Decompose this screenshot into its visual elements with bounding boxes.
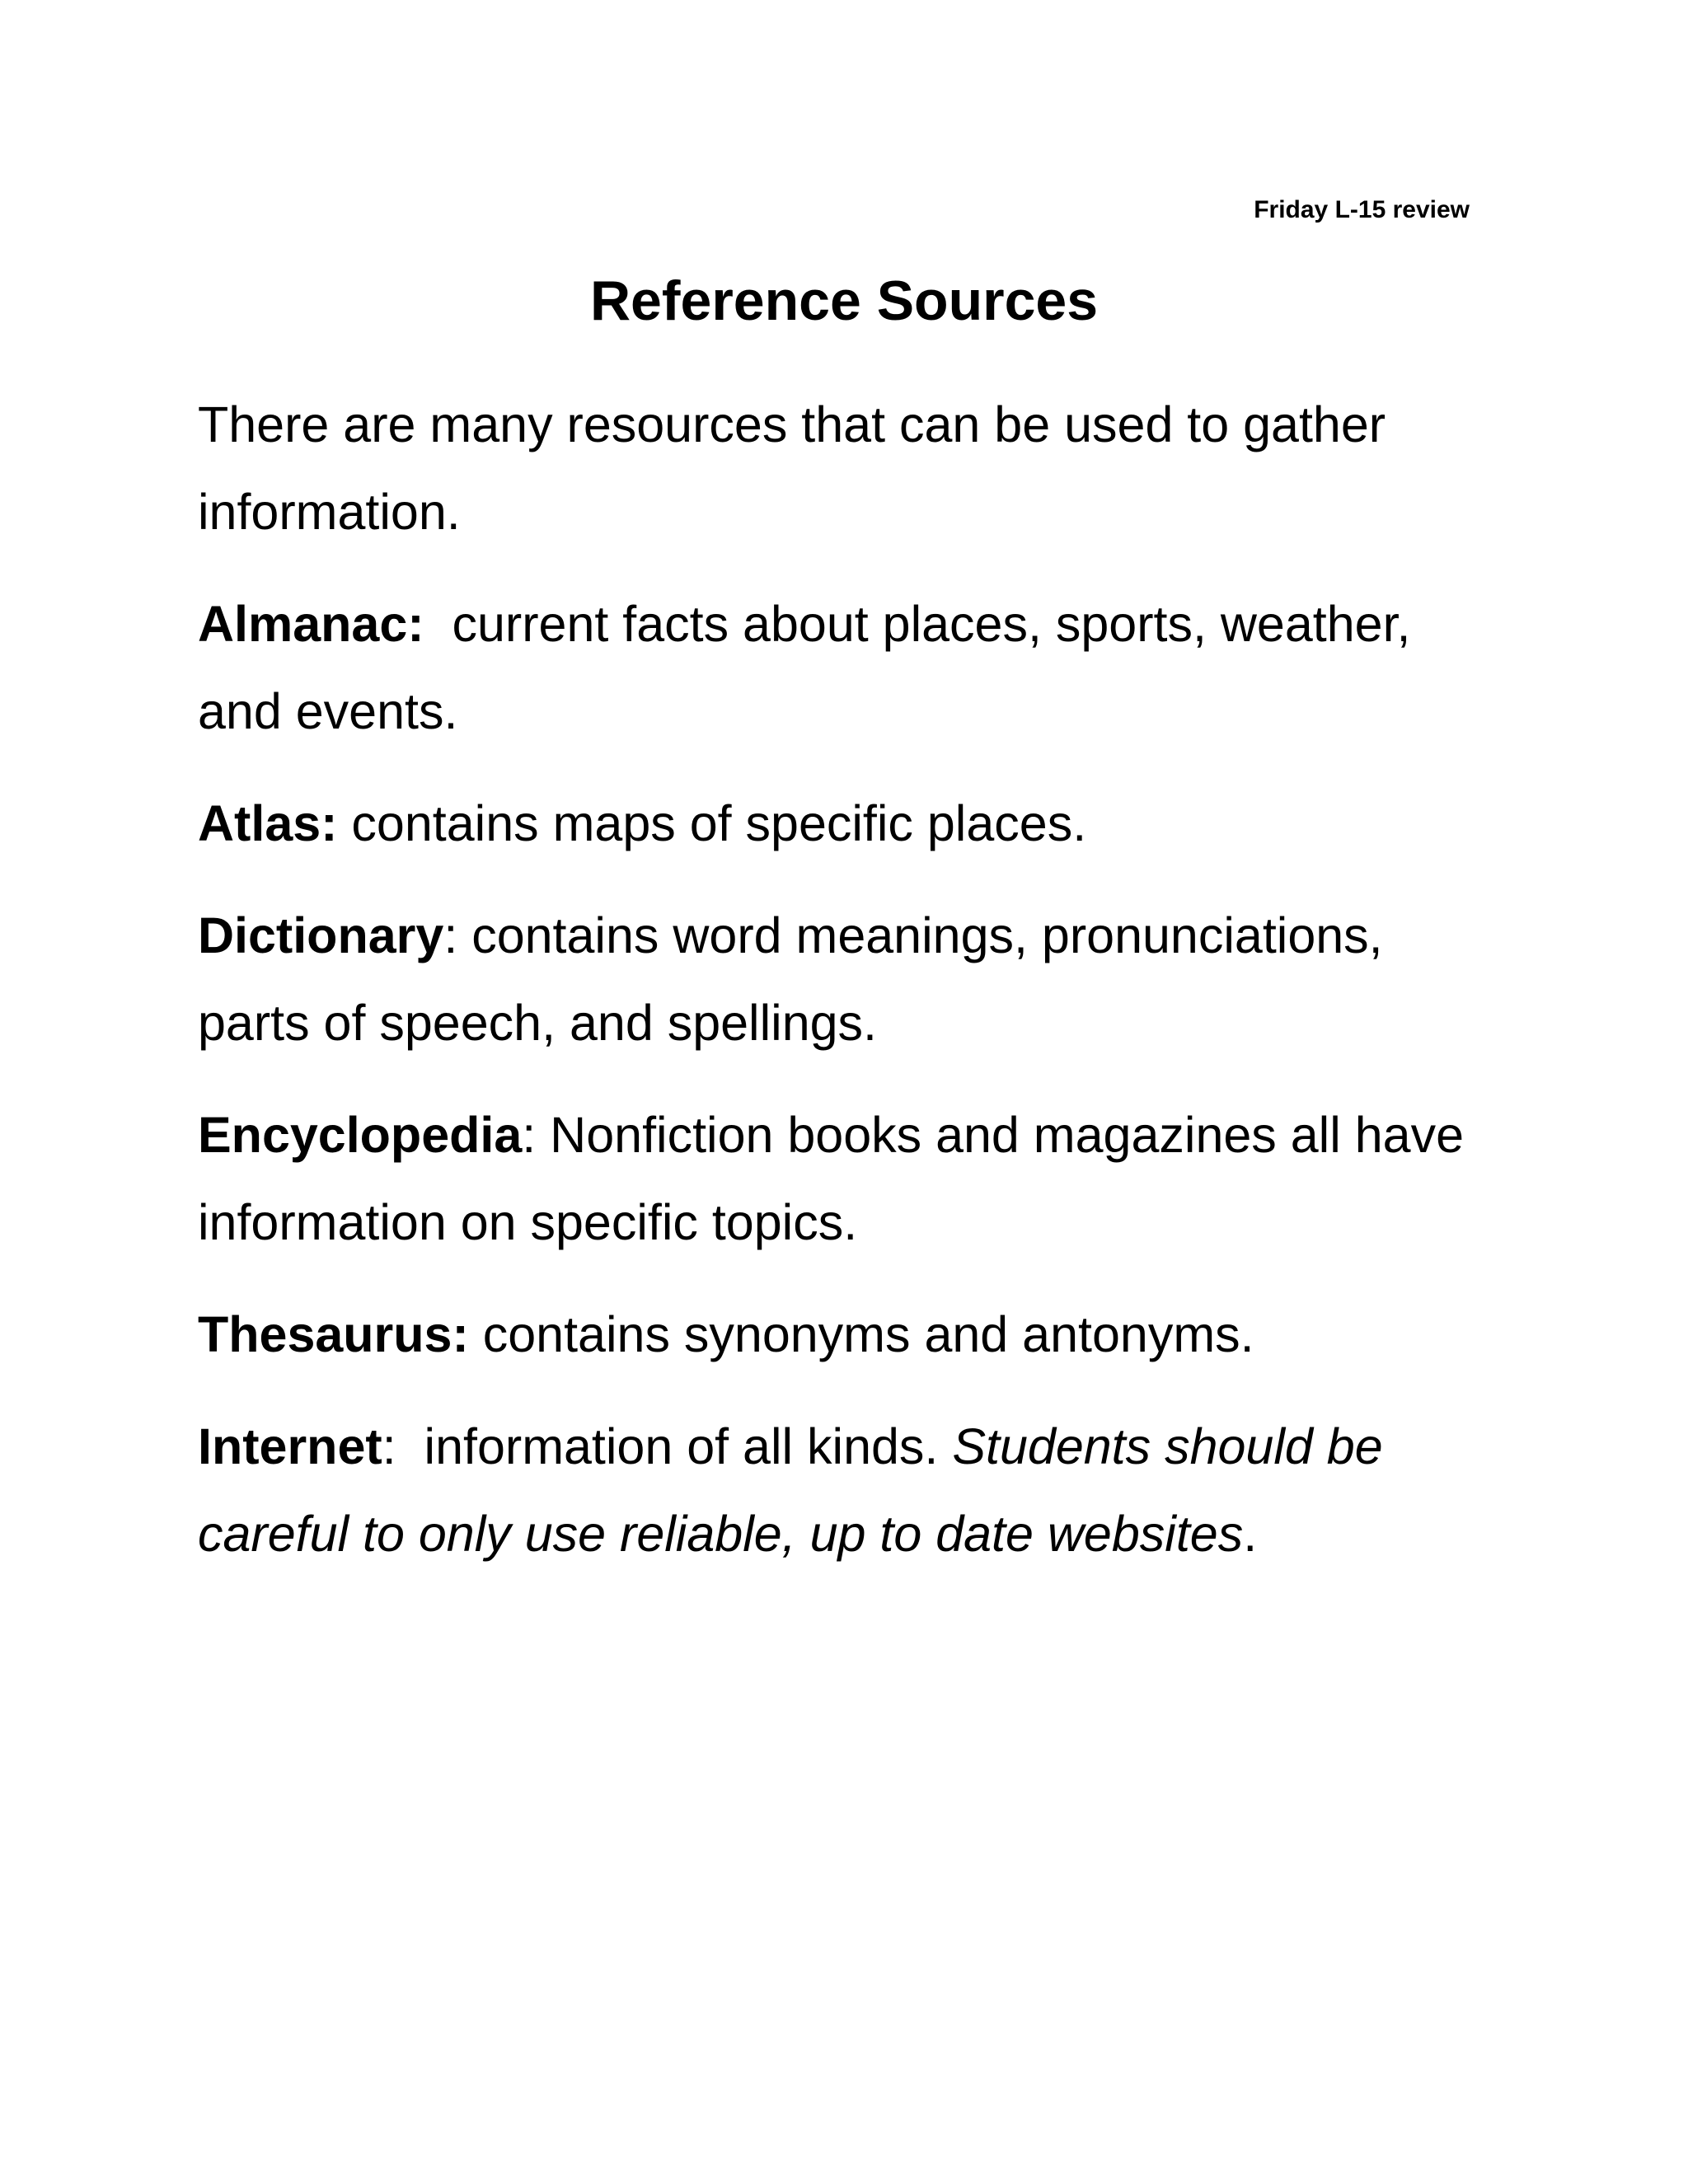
entry-term: Thesaurus: xyxy=(198,1306,469,1362)
entry-internet xyxy=(198,1403,1484,1577)
entry-text: contains maps of specific places. xyxy=(337,795,1087,851)
page-title: Reference Sources xyxy=(589,269,1099,332)
intro-paragraph: There are many resources that can be used to gather information. xyxy=(198,396,1386,540)
entry-text: : contains word meanings, pronunciations, parts of speech, and spellings. xyxy=(198,907,1397,1051)
entry-term: Atlas: xyxy=(198,795,338,851)
entry-term: Internet xyxy=(198,1418,382,1474)
entry-dictionary xyxy=(198,892,1484,1066)
entry-term: Dictionary xyxy=(198,907,444,963)
entry-text: current facts about places, sports, weather, and events. xyxy=(198,596,1425,739)
entry-tail: . xyxy=(1243,1506,1258,1562)
entry-text: contains synonyms and antonyms. xyxy=(468,1306,1254,1362)
entry-text: : Nonfiction books and magazines all have information on specific topics. xyxy=(198,1107,1478,1250)
header-note: Friday L-15 review xyxy=(1254,196,1470,223)
entry-almanac xyxy=(198,580,1484,755)
document-body xyxy=(198,381,1484,1602)
entry-encyclopedia xyxy=(198,1091,1484,1266)
entry-text: : information of all kinds. xyxy=(382,1418,939,1474)
entry-atlas xyxy=(198,780,1484,867)
entry-term: Almanac: xyxy=(198,596,424,652)
entry-thesaurus xyxy=(198,1291,1484,1378)
entry-term: Encyclopedia xyxy=(198,1107,523,1163)
entry-emphasis: Students should be careful to only use reliable, up to date websites xyxy=(198,1418,1397,1562)
